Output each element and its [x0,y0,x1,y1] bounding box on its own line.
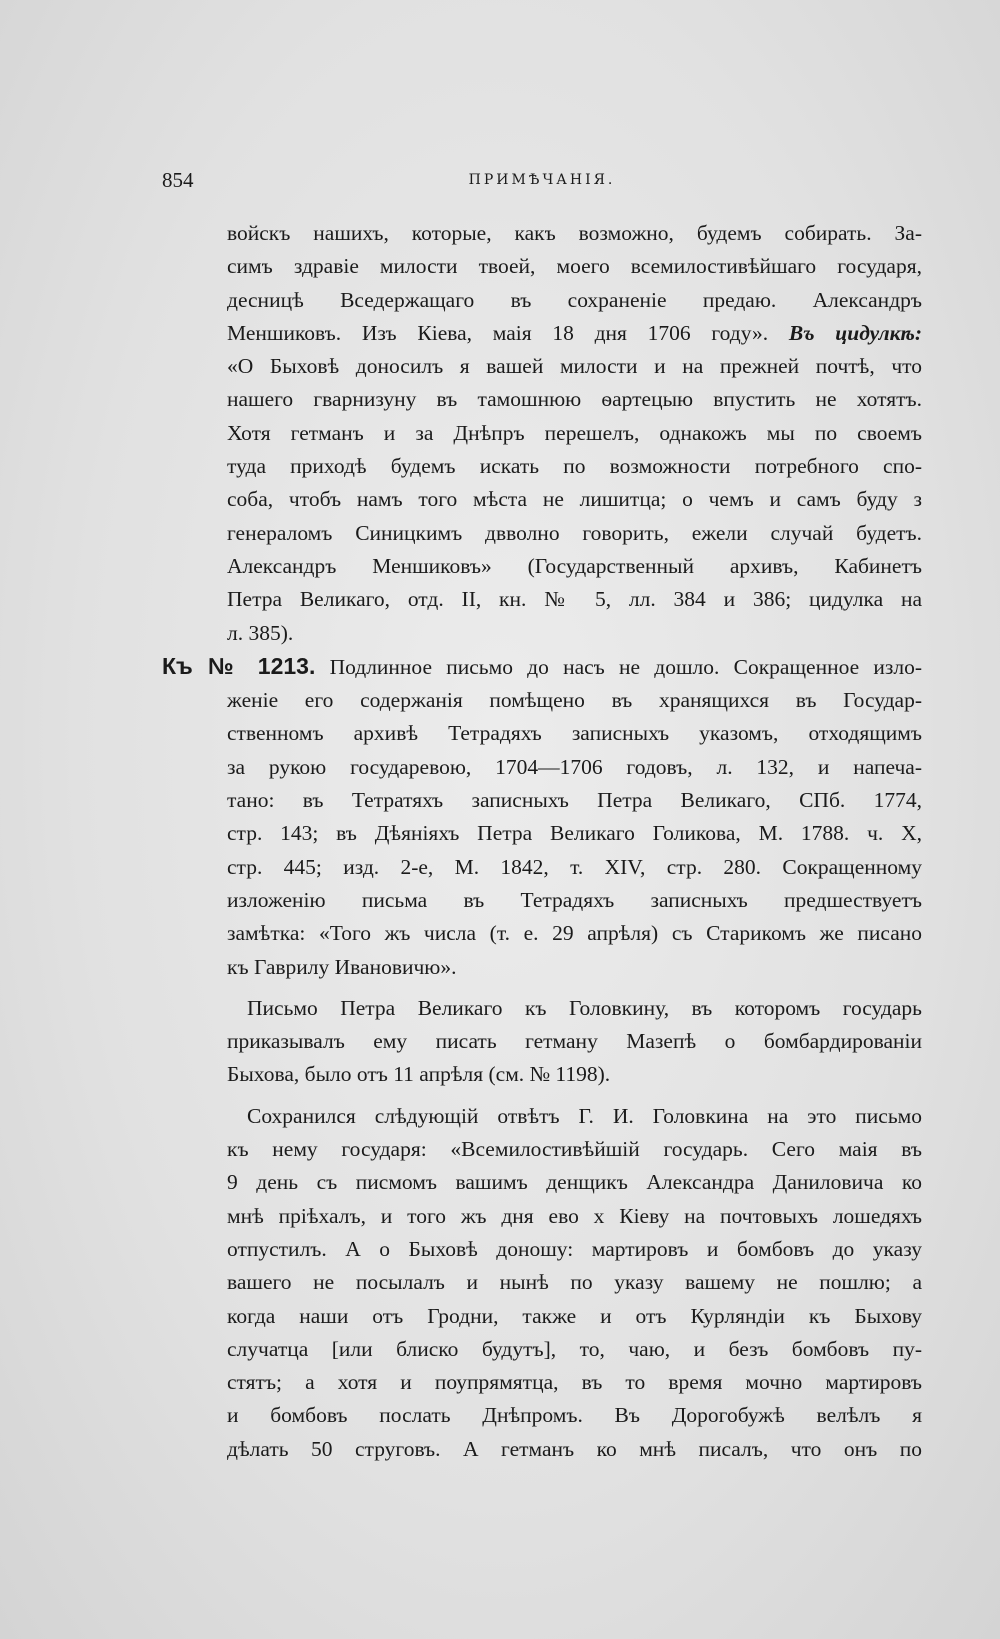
text-line: генераломъ Синицкимъ двволно говорить, ежели случай будетъ. [227,520,922,545]
text-segment: Меншиковъ. Изъ Кіева, маія 18 дня 1706 году». [227,320,769,345]
text-line: «О Быховѣ доносилъ я вашей милости и на прежней почтѣ, что [227,354,922,379]
text-line: симъ здравіе милости твоей, моего всемилостивѣйшаго государя, [227,254,922,279]
text-line: Александръ Меншиковъ» (Государственный архивъ, Кабинетъ [227,553,922,578]
text-line: тано: въ Тетратяхъ записныхъ Петра Великаго, СПб. 1774, [227,788,922,813]
text-line: когда наши отъ Гродни, также и отъ Курляндіи къ Быхову [227,1303,922,1328]
text-line: дѣлать 50 струговъ. А гетманъ ко мнѣ писалъ, что онъ по [227,1436,922,1461]
entry-paragraph [162,650,922,984]
paragraph-continuation [162,217,922,650]
page-number: 854 [162,168,194,192]
cidulka-reference: Въ цидулкѣ: [788,320,922,345]
text-line: соба, чтобъ намъ того мѣста не лишитца; о чемъ и самъ буду з [227,487,922,512]
text-line: замѣтка: «Того жъ числа (т. е. 29 апрѣля) съ Старикомъ же писано [227,921,922,946]
text-line: нашего гварнизуну въ тамошнюю ѳартецыю впустить не хотятъ. [227,387,922,412]
text-segment: Подлинное письмо до насъ не дошло. Сокращенное изло- [329,654,922,679]
text-line: отпустилъ. А о Быховѣ доношу: мартировъ и бомбовъ до указу [227,1236,922,1261]
text-line-with-label [162,650,922,684]
text-line: женіе его содержанія помѣщено въ хранящихся въ Государ- [227,688,922,713]
text-line: изложенію письма въ Тетрадяхъ записныхъ предшествуетъ [227,887,922,912]
running-head [162,168,922,198]
text-line: стр. 143; въ Дѣяніяхъ Петра Великаго Голикова, М. 1788. ч. X, [227,821,922,846]
text-line: л. 385). [227,620,294,645]
text-line-with-ref [162,317,922,350]
entry-label: Къ № 1213. [162,652,316,679]
text-line: приказывалъ ему писать гетману Мазепѣ о бомбардированіи [227,1029,922,1054]
running-title: ПРИМѢЧАНІЯ. [468,172,616,188]
text-line: Петра Великаго, отд. II, кн. № 5, лл. 384 и 386; цидулка на [227,587,922,612]
text-line: туда приходѣ будемъ искать по возможности потребного спо- [227,454,922,479]
text-line: мнѣ пріѣхалъ, и того жъ дня ево х Кіеву на почтовыхъ лошедяхъ [227,1203,922,1228]
text-line: Письмо Петра Великаго къ Головкину, въ которомъ государь [247,995,922,1020]
text-line: случатца [или блиско будутъ], то, чаю, и безъ бомбовъ пу- [227,1336,922,1361]
paragraph [162,1100,922,1466]
text-line: Быхова, было отъ 11 апрѣля (см. № 1198). [227,1062,611,1087]
paragraph [162,992,922,1092]
text-line: и бомбовъ послать Днѣпромъ. Въ Дорогобужѣ велѣлъ я [227,1403,922,1428]
text-line: вашего не посылалъ и нынѣ по указу вашему не пошлю; а [227,1270,922,1295]
text-line: къ Гаврилу Ивановичю». [227,954,457,979]
text-line: 9 день съ писмомъ вашимъ денщикъ Александра Даниловича ко [227,1170,922,1195]
text-line: Хотя гетманъ и за Днѣпръ перешелъ, однакожъ мы по своемъ [227,420,922,445]
text-line: стятъ; а хотя и поупрямятца, въ то время мочно мартировъ [227,1370,922,1395]
text-line: ственномъ архивѣ Тетрадяхъ записныхъ указомъ, отходящимъ [227,721,922,746]
text-line: къ нему государя: «Всемилостивѣйшій государь. Сего маія въ [227,1137,922,1162]
text-line: стр. 445; изд. 2-е, М. 1842, т. XIV, стр. 280. Сокращенному [227,854,922,879]
text-line: за рукою государевою, 1704—1706 годовъ, л. 132, и напеча- [227,754,922,779]
main-text [162,217,922,1466]
text-line: войскъ нашихъ, которые, какъ возможно, будемъ собирать. За- [227,221,922,245]
text-line: десницѣ Вседержащаго въ сохраненіе предаю. Александръ [227,287,922,312]
text-line: Сохранился слѣдующій отвѣтъ Г. И. Головкина на это письмо [247,1103,922,1128]
